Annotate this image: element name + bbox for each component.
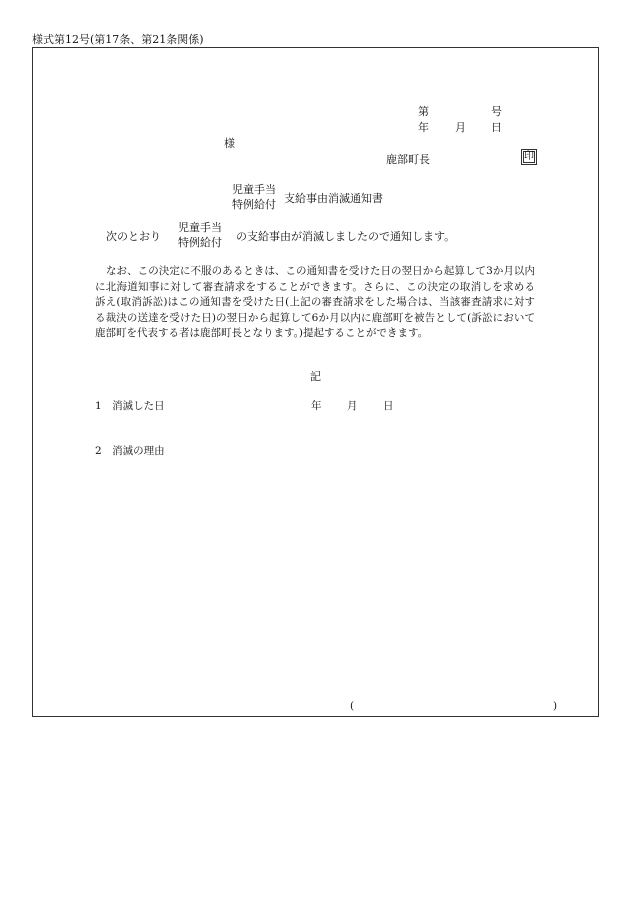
item1-tsuki: 月 [347,400,358,412]
date-tsuki: 月 [455,121,466,134]
notice-prefix: 次のとおり [106,230,161,243]
footer-open-paren: ( [350,700,355,712]
notice-benefit-type [178,220,222,250]
seal-char: 印 [524,151,534,162]
item2-label: 2 消滅の理由 [95,445,165,457]
issuer: 鹿部町長 [386,153,430,166]
date-hi: 日 [491,121,502,134]
date-nen: 年 [418,121,429,134]
appeal-paragraph: なお、この決定に不服のあるときは、この通知書を受けた日の翌日から起算して3か月以内に北海道知事に対して審査請求をすることができます。さらに、この決定の取消しを求める訴え(取消訴訟)はこの通知書を受けた日(上記の審査請求をした場合は、当該審査請求に対する裁決の送達を受けた日)の翌日から起算して6か月以内に鹿部町を被告として(訴訟において鹿部町を代表する者は鹿部町長となります。)提起することができます。 [95,265,535,340]
notice-suffix: の支給事由が消滅しましたので通知します。 [236,230,456,243]
number-go: 号 [491,105,502,118]
form-number: 様式第12号(第17条、第21条関係) [32,33,204,46]
title-benefit-line2: 特例給付 [232,198,276,211]
item1-hi: 日 [383,400,394,412]
item1-nen: 年 [311,400,322,412]
number-dai: 第 [418,105,429,118]
notice-benefit-line2: 特例給付 [178,236,222,249]
seal-mark [521,149,537,165]
item1-label: 1 消滅した日 [95,400,165,412]
ki-heading: 記 [310,370,321,383]
recipient-suffix: 様 [224,137,235,150]
document-title: 支給事由消滅通知書 [284,192,383,205]
title-benefit-type [232,182,276,212]
title-benefit-line1: 児童手当 [232,183,276,196]
footer-close-paren: ) [553,700,558,712]
notice-benefit-line1: 児童手当 [178,221,222,234]
